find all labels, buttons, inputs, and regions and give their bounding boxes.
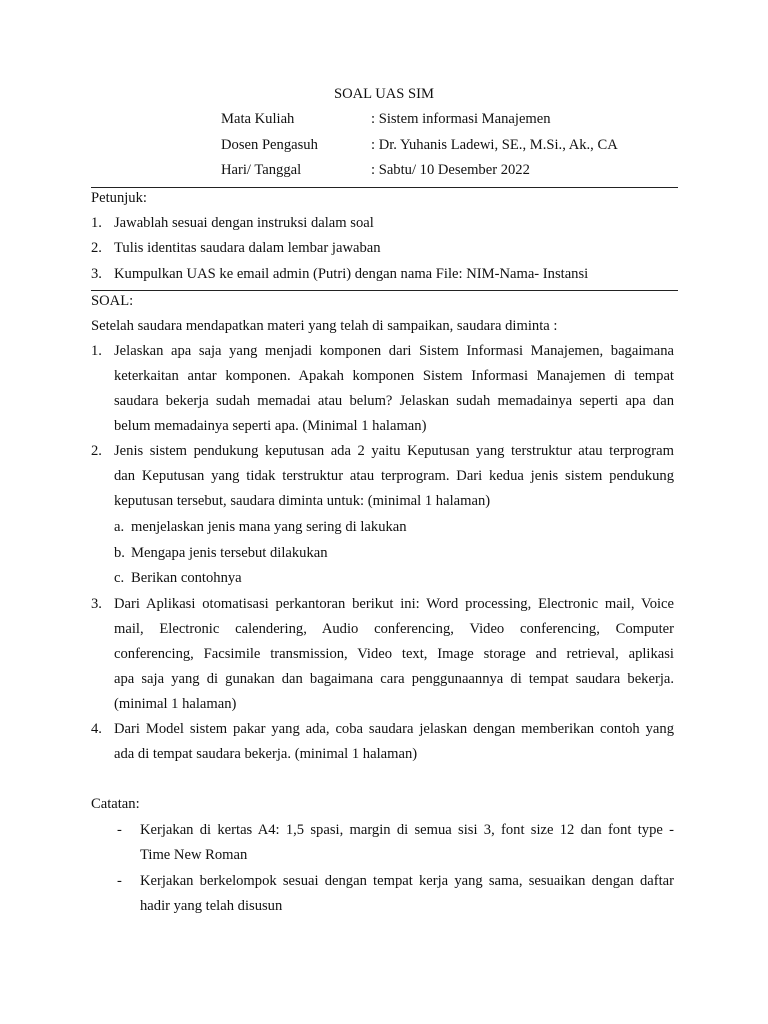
catatan-line: hadir yang telah disusun: [140, 898, 283, 914]
question-line: ada di tempat saudara bekerja. (minimal 1 halaman): [114, 746, 418, 762]
lecturer-label: Dosen Pengasuh: [221, 137, 318, 153]
question-line: conferencing, Facsimile transmission, Video text, Image storage and retrieval, aplikasi: [114, 646, 674, 662]
bullet-dash: -: [117, 873, 122, 889]
date-label: Hari/ Tanggal: [221, 162, 302, 178]
question-line: Dari Aplikasi otomatisasi perkantoran berikut ini: Word processing, Electronic mail, Voice: [114, 596, 674, 612]
question-number: 2.: [91, 443, 102, 459]
question-line: keputusan tersebut, saudara diminta untuk: (minimal 1 halaman): [114, 493, 491, 509]
question-number: 4.: [91, 721, 102, 737]
catatan-line: Kerjakan di kertas A4: 1,5 spasi, margin di semua sisi 3, font size 12 dan font type -: [140, 822, 674, 838]
question-line: Dari Model sistem pakar yang ada, coba saudara jelaskan dengan memberikan contoh yang: [114, 721, 674, 737]
petunjuk-number: 3.: [91, 266, 102, 282]
sub-item-text: menjelaskan jenis mana yang sering di lakukan: [131, 519, 407, 535]
document-title: SOAL UAS SIM: [333, 86, 434, 102]
lecturer-value: : Dr. Yuhanis Ladewi, SE., M.Si., Ak., CA: [371, 137, 618, 153]
sub-item-letter: c.: [114, 570, 125, 586]
question-line: Jenis sistem pendukung keputusan ada 2 yaitu Keputusan yang terstruktur atau terprogram: [114, 443, 674, 459]
divider-top: [91, 187, 678, 188]
divider-middle: [91, 290, 678, 291]
question-line: Jelaskan apa saja yang menjadi komponen dari Sistem Informasi Manajemen, bagaimana: [114, 343, 674, 359]
catatan-line: Kerjakan berkelompok sesuai dengan tempat kerja yang sama, sesuaikan dengan daftar: [140, 873, 674, 889]
question-line: belum memadainya seperti apa. (Minimal 1 halaman): [114, 418, 427, 434]
question-line: apa saja yang di gunakan dan bagaimana cara penggunaannya di tempat saudara bekerja.: [114, 671, 674, 687]
question-line: keterkaitan antar komponen. Apakah komponen Sistem Informasi Manajemen di tempat: [114, 368, 674, 384]
question-line: (minimal 1 halaman): [114, 696, 237, 712]
course-value: : Sistem informasi Manajemen: [371, 111, 551, 127]
question-number: 1.: [91, 343, 102, 359]
bullet-dash: -: [117, 822, 122, 838]
petunjuk-text: Tulis identitas saudara dalam lembar jawaban: [114, 240, 381, 256]
sub-item-letter: b.: [114, 545, 125, 561]
sub-item-text: Berikan contohnya: [131, 570, 242, 586]
petunjuk-text: Jawablah sesuai dengan instruksi dalam soal: [114, 215, 374, 231]
petunjuk-number: 1.: [91, 215, 102, 231]
question-line: mail, Electronic calendering, Audio conferencing, Video conferencing, Computer: [114, 621, 674, 637]
date-value: : Sabtu/ 10 Desember 2022: [371, 162, 530, 178]
sub-item-text: Mengapa jenis tersebut dilakukan: [131, 545, 328, 561]
question-number: 3.: [91, 596, 102, 612]
sub-item-letter: a.: [114, 519, 125, 535]
soal-intro: Setelah saudara mendapatkan materi yang telah di sampaikan, saudara diminta :: [91, 318, 558, 334]
petunjuk-text: Kumpulkan UAS ke email admin (Putri) dengan nama File: NIM-Nama- Instansi: [114, 266, 589, 282]
question-line: dan Keputusan yang tidak terstruktur atau terprogram. Dari kedua jenis sistem pendukung: [114, 468, 674, 484]
soal-heading: SOAL:: [91, 293, 134, 309]
question-line: saudara bekerja sudah memadai atau belum? Jelaskan sudah memadainya seperti apa dan: [114, 393, 674, 409]
course-label: Mata Kuliah: [221, 111, 295, 127]
catatan-line: Time New Roman: [140, 847, 248, 863]
catatan-heading: Catatan:: [91, 796, 140, 812]
petunjuk-heading: Petunjuk:: [91, 190, 147, 206]
petunjuk-number: 2.: [91, 240, 102, 256]
